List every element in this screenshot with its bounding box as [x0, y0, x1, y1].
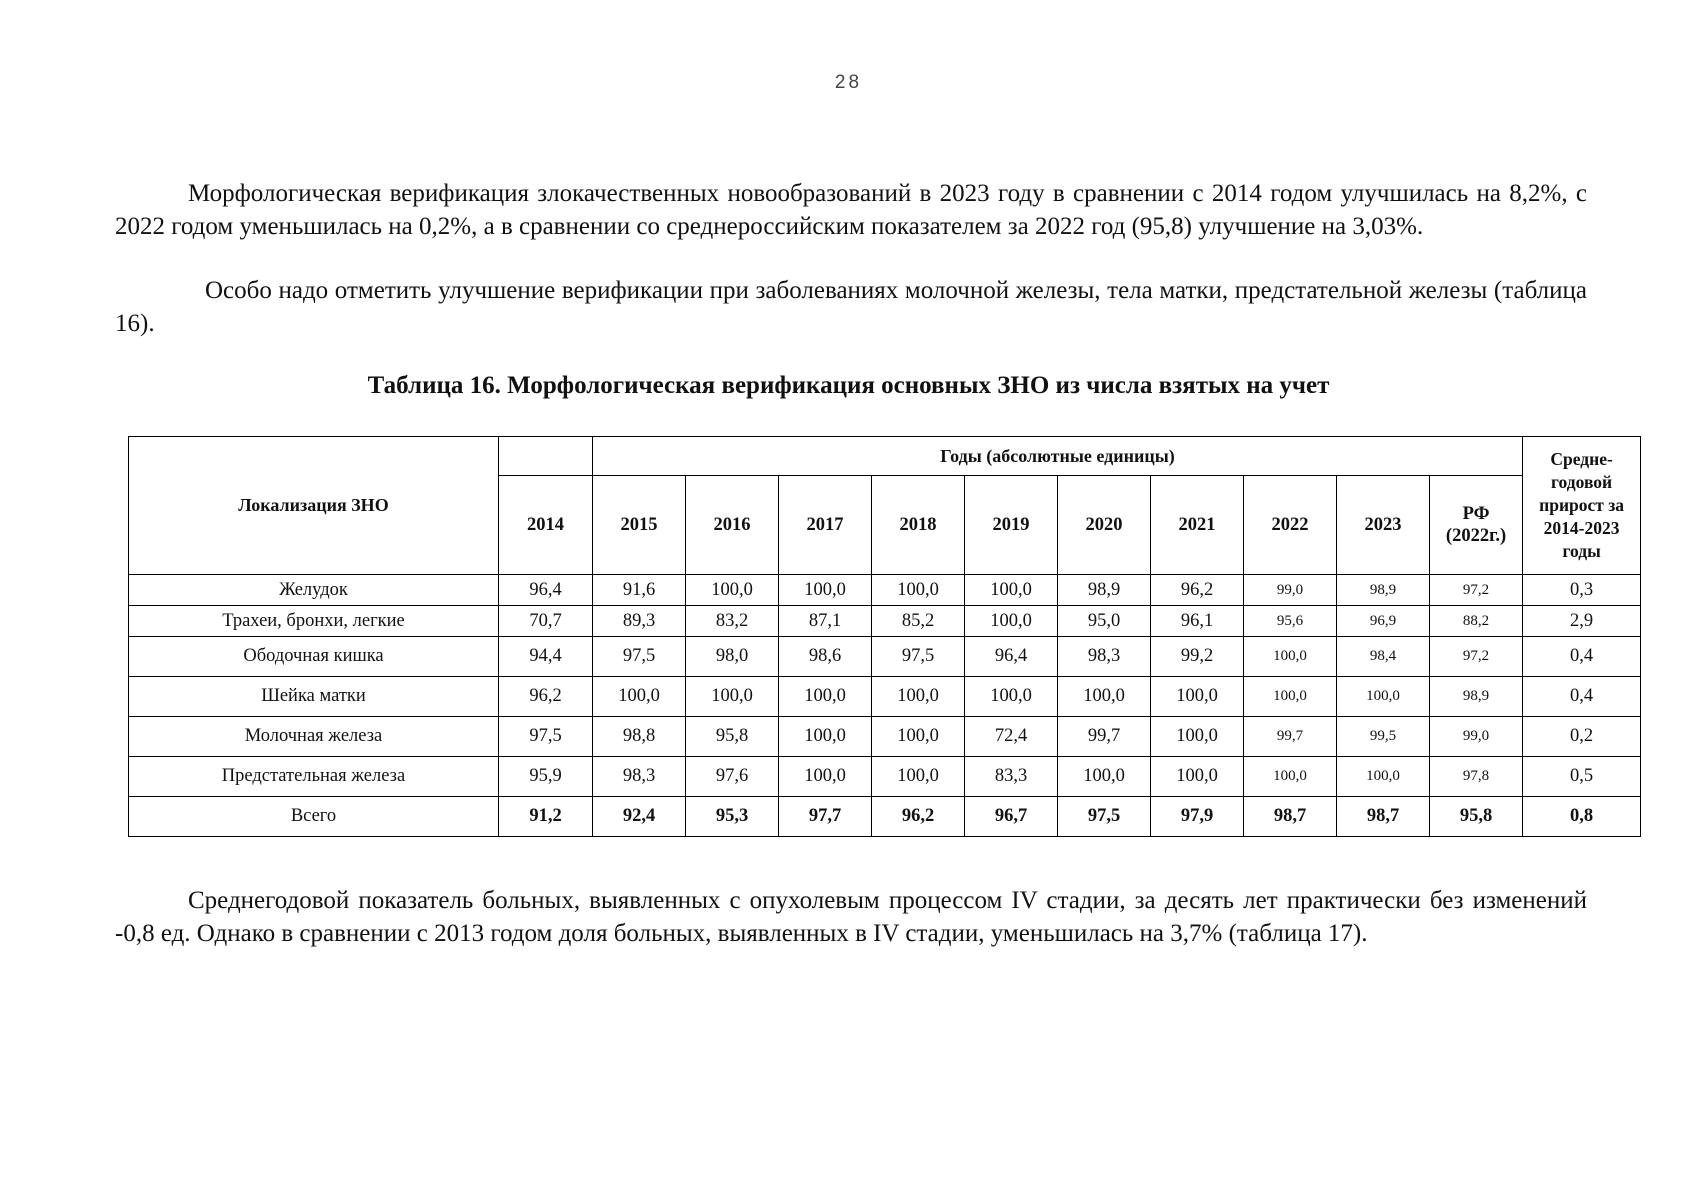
header-years-group: Годы (абсолютные единицы) — [593, 437, 1523, 476]
cell-value: 98,7 — [1337, 797, 1430, 837]
verification-table — [128, 436, 1641, 837]
cell-value: 100,0 — [779, 717, 872, 757]
row-localization: Молочная железа — [129, 717, 499, 757]
row-localization: Шейка матки — [129, 677, 499, 717]
cell-value: 85,2 — [872, 606, 965, 637]
cell-value: 87,1 — [779, 606, 872, 637]
cell-avg-growth: 0,5 — [1523, 757, 1641, 797]
cell-value: 98,0 — [686, 637, 779, 677]
table-row — [129, 717, 1641, 757]
table-row — [129, 677, 1641, 717]
cell-value: 96,1 — [1151, 606, 1244, 637]
row-localization: Трахеи, бронхи, легкие — [129, 606, 499, 637]
row-localization: Ободочная кишка — [129, 637, 499, 677]
cell-value: 99,7 — [1058, 717, 1151, 757]
cell-value: 100,0 — [686, 575, 779, 606]
cell-value: 91,2 — [499, 797, 593, 837]
cell-avg-growth: 2,9 — [1523, 606, 1641, 637]
table-row — [129, 606, 1641, 637]
cell-value: 100,0 — [1151, 717, 1244, 757]
cell-value: 100,0 — [686, 677, 779, 717]
cell-value: 96,9 — [1337, 606, 1430, 637]
cell-value: 98,3 — [593, 757, 686, 797]
cell-value: 100,0 — [1151, 677, 1244, 717]
cell-value: 98,6 — [779, 637, 872, 677]
cell-value: 100,0 — [1244, 677, 1337, 717]
table-row — [129, 637, 1641, 677]
cell-value: 100,0 — [965, 606, 1058, 637]
cell-value: 95,6 — [1244, 606, 1337, 637]
cell-value: 95,9 — [499, 757, 593, 797]
header-year: 2014 — [499, 476, 593, 575]
cell-value: 100,0 — [779, 575, 872, 606]
cell-rf: 97,2 — [1430, 637, 1523, 677]
cell-value: 97,7 — [779, 797, 872, 837]
cell-value: 98,9 — [1058, 575, 1151, 606]
cell-value: 99,2 — [1151, 637, 1244, 677]
cell-value: 100,0 — [1337, 677, 1430, 717]
cell-value: 98,9 — [1337, 575, 1430, 606]
cell-value: 83,2 — [686, 606, 779, 637]
cell-value: 100,0 — [593, 677, 686, 717]
cell-value: 96,4 — [965, 637, 1058, 677]
cell-value: 100,0 — [872, 717, 965, 757]
cell-value: 100,0 — [1058, 677, 1151, 717]
cell-rf: 88,2 — [1430, 606, 1523, 637]
row-localization: Предстательная железа — [129, 757, 499, 797]
cell-value: 72,4 — [965, 717, 1058, 757]
cell-value: 100,0 — [965, 677, 1058, 717]
row-localization: Всего — [129, 797, 499, 837]
header-year: 2016 — [686, 476, 779, 575]
header-year: 2020 — [1058, 476, 1151, 575]
header-year: 2023 — [1337, 476, 1430, 575]
paragraph-verification-note: Особо надо отметить улучшение верификации при заболеваниях молочной железы, тела матки, предстательной железы (таблица 16). — [115, 277, 1587, 337]
cell-value: 97,9 — [1151, 797, 1244, 837]
cell-value: 100,0 — [779, 677, 872, 717]
cell-value: 98,8 — [593, 717, 686, 757]
cell-value: 70,7 — [499, 606, 593, 637]
cell-value: 99,7 — [1244, 717, 1337, 757]
cell-value: 96,7 — [965, 797, 1058, 837]
header-localization: Локализация ЗНО — [129, 437, 499, 575]
table-row — [129, 797, 1641, 837]
cell-rf: 95,8 — [1430, 797, 1523, 837]
header-rf — [1430, 476, 1523, 575]
cell-avg-growth: 0,4 — [1523, 677, 1641, 717]
paragraph-verification-summary: Морфологическая верификация злокачественных новообразований в 2023 году в сравнении с 2014 годом улучшилась на 8,2%, с 2022 годом уменьшилась на 0,2%, а в сравнении со среднероссийским показателем за 2022 год (95,8) улучшение на 3,03%. — [115, 180, 1587, 240]
cell-value: 100,0 — [1337, 757, 1430, 797]
cell-value: 97,5 — [593, 637, 686, 677]
cell-avg-growth: 0,2 — [1523, 717, 1641, 757]
cell-value: 100,0 — [1151, 757, 1244, 797]
cell-rf: 97,2 — [1430, 575, 1523, 606]
cell-value: 89,3 — [593, 606, 686, 637]
cell-rf: 98,9 — [1430, 677, 1523, 717]
row-localization: Желудок — [129, 575, 499, 606]
header-year: 2015 — [593, 476, 686, 575]
header-year: 2021 — [1151, 476, 1244, 575]
header-year: 2022 — [1244, 476, 1337, 575]
cell-value: 98,4 — [1337, 637, 1430, 677]
cell-value: 98,3 — [1058, 637, 1151, 677]
cell-value: 83,3 — [965, 757, 1058, 797]
cell-avg-growth: 0,4 — [1523, 637, 1641, 677]
cell-value: 100,0 — [1244, 757, 1337, 797]
cell-value: 100,0 — [872, 677, 965, 717]
table-caption: Таблица 16. Морфологическая верификация основных ЗНО из числа взятых на учет — [367, 372, 1330, 399]
header-empty-cell — [499, 437, 593, 476]
cell-rf: 97,8 — [1430, 757, 1523, 797]
cell-value: 100,0 — [872, 757, 965, 797]
header-year: 2018 — [872, 476, 965, 575]
cell-value: 97,6 — [686, 757, 779, 797]
cell-value: 98,7 — [1244, 797, 1337, 837]
cell-value: 100,0 — [872, 575, 965, 606]
cell-value: 96,2 — [1151, 575, 1244, 606]
cell-value: 92,4 — [593, 797, 686, 837]
header-year: 2019 — [965, 476, 1058, 575]
cell-value: 100,0 — [779, 757, 872, 797]
paragraph-stage-iv: Среднегодовой показатель больных, выявленных с опухолевым процессом IV стадии, за десять лет практически без изменений -0,8 ед. Однако в сравнении с 2013 годом доля больных, выявленных в IV стадии, уменьшилась на 3,7% (таблица 17). — [115, 887, 1587, 947]
table-row — [129, 757, 1641, 797]
page-number: 28 — [834, 72, 863, 93]
cell-value: 91,6 — [593, 575, 686, 606]
cell-value: 95,3 — [686, 797, 779, 837]
cell-value: 97,5 — [499, 717, 593, 757]
cell-rf: 99,0 — [1430, 717, 1523, 757]
cell-avg-growth: 0,8 — [1523, 797, 1641, 837]
header-rf-year: (2022г.) — [1445, 526, 1507, 546]
cell-value: 97,5 — [872, 637, 965, 677]
cell-value: 95,8 — [686, 717, 779, 757]
cell-value: 94,4 — [499, 637, 593, 677]
table-body — [129, 575, 1641, 837]
cell-value: 99,0 — [1244, 575, 1337, 606]
cell-value: 96,4 — [499, 575, 593, 606]
header-avg-growth: Средне-годовой прирост за 2014-2023 годы — [1523, 437, 1641, 575]
cell-value: 97,5 — [1058, 797, 1151, 837]
cell-avg-growth: 0,3 — [1523, 575, 1641, 606]
cell-value: 96,2 — [499, 677, 593, 717]
header-year: 2017 — [779, 476, 872, 575]
cell-value: 100,0 — [1244, 637, 1337, 677]
cell-value: 99,5 — [1337, 717, 1430, 757]
cell-value: 96,2 — [872, 797, 965, 837]
cell-value: 95,0 — [1058, 606, 1151, 637]
cell-value: 100,0 — [965, 575, 1058, 606]
table-row — [129, 575, 1641, 606]
header-rf-label: РФ — [1462, 504, 1490, 524]
cell-value: 100,0 — [1058, 757, 1151, 797]
table-header-row-group — [129, 437, 1641, 476]
